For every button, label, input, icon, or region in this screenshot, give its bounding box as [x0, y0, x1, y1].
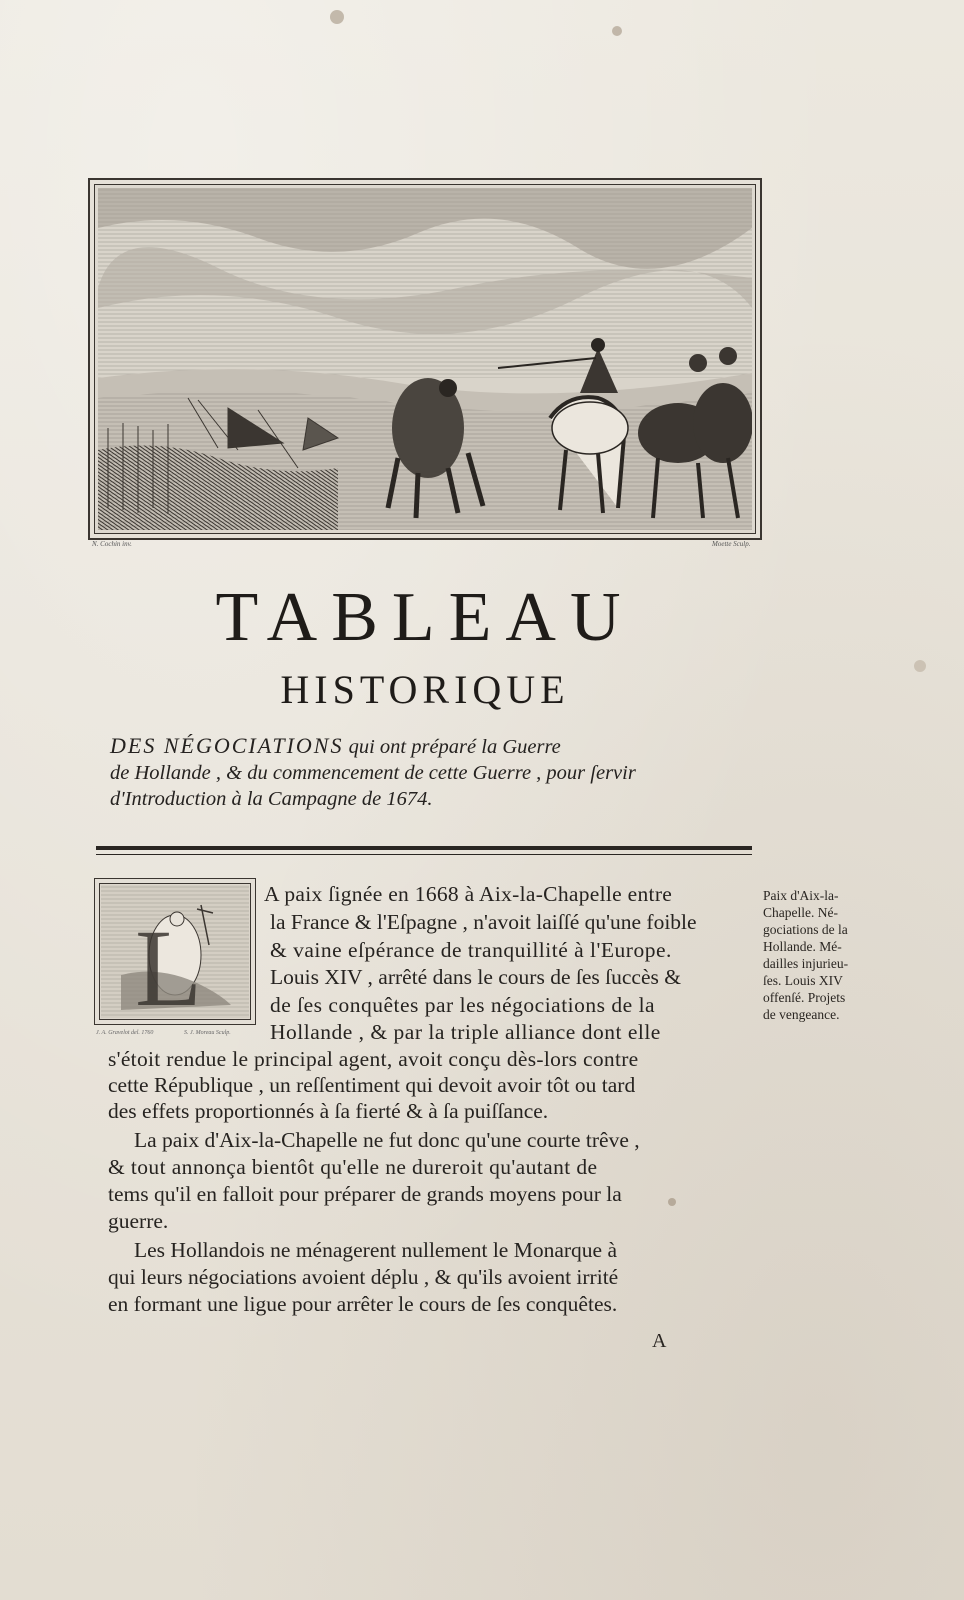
initial-letter-engraving	[101, 885, 249, 1018]
body-line: & tout annonça bientôt qu'elle ne dureroit qu'autant de	[108, 1155, 598, 1179]
signature-mark: A	[652, 1330, 667, 1352]
intro-caps: DES NÉGOCIATIONS	[110, 733, 344, 758]
initial-credit-right: S. J. Moreau Sculp.	[184, 1030, 231, 1036]
intro-line: d'Introduction à la Campagne de 1674.	[110, 788, 433, 810]
body-line: Hollande , & par la triple alliance dont elle	[270, 1020, 661, 1044]
initial-credit-left: J. A. Gravelot del. 1760	[96, 1030, 154, 1036]
intro-line1-rest: qui ont préparé la Guerre	[343, 736, 561, 758]
foxing-spot	[330, 10, 344, 24]
foxing-spot	[914, 660, 926, 672]
engraving-credit-left: N. Cochin inv.	[92, 540, 132, 548]
engraving-credit-right: Moette Sculp.	[712, 540, 751, 548]
margin-note-line: ſes. Louis XIV	[763, 973, 843, 988]
page-subtitle: HISTORIQUE	[280, 667, 570, 712]
decorated-initial	[94, 878, 256, 1025]
body-line: & vaine eſpérance de tranquillité à l'Europe.	[270, 938, 672, 962]
body-line: Louis XIV , arrêté dans le cours de ſes ſuccès &	[270, 965, 681, 989]
body-line: de ſes conquêtes par les négociations de la	[270, 993, 656, 1017]
battle-scene-engraving	[98, 188, 752, 530]
foxing-spot	[668, 1198, 676, 1206]
margin-note-line: Paix d'Aix-la-	[763, 888, 839, 903]
intro-heading	[110, 733, 750, 812]
divider-rule-thin	[96, 854, 752, 855]
margin-note-line: offenſé. Projets	[763, 990, 846, 1005]
margin-note-line: dailles injurieu-	[763, 956, 849, 971]
margin-note	[763, 887, 863, 1023]
engraving-illustration	[88, 178, 762, 540]
body-line: La paix d'Aix-la-Chapelle ne fut donc qu'une courte trêve ,	[134, 1128, 640, 1152]
foxing-spot	[612, 26, 622, 36]
initial-letter: L	[135, 907, 203, 1018]
body-line: cette République , un reſſentiment qui devoit avoir tôt ou tard	[108, 1073, 636, 1097]
body-line: en formant une ligue pour arrêter le cours de ſes conquêtes.	[108, 1292, 618, 1316]
margin-note-line: Hollande. Mé-	[763, 939, 842, 954]
margin-note-line: de vengeance.	[763, 1007, 840, 1022]
body-line: tems qu'il en falloit pour préparer de grands moyens pour la	[108, 1182, 622, 1206]
body-line: A paix ſignée en 1668 à Aix-la-Chapelle entre	[264, 882, 673, 906]
body-line: Les Hollandois ne ménagerent nullement le Monarque à	[134, 1238, 617, 1262]
divider-rule-thick	[96, 846, 752, 850]
body-line: qui leurs négociations avoient déplu , & qu'ils avoient irrité	[108, 1265, 619, 1289]
margin-note-line: gociations de la	[763, 922, 848, 937]
body-line: la France & l'Eſpagne , n'avoit laiſſé qu'une foible	[270, 910, 697, 934]
page-title: TABLEAU	[215, 579, 635, 656]
body-line: guerre.	[108, 1209, 169, 1233]
body-line: des effets proportionnés à ſa fierté & à ſa puiſſance.	[108, 1099, 549, 1123]
body-line: s'étoit rendue le principal agent, avoit conçu dès-lors contre	[108, 1047, 639, 1071]
intro-line: de Hollande , & du commencement de cette Guerre , pour ſervir	[110, 762, 636, 784]
margin-note-line: Chapelle. Né-	[763, 905, 838, 920]
intro-line	[110, 733, 750, 760]
